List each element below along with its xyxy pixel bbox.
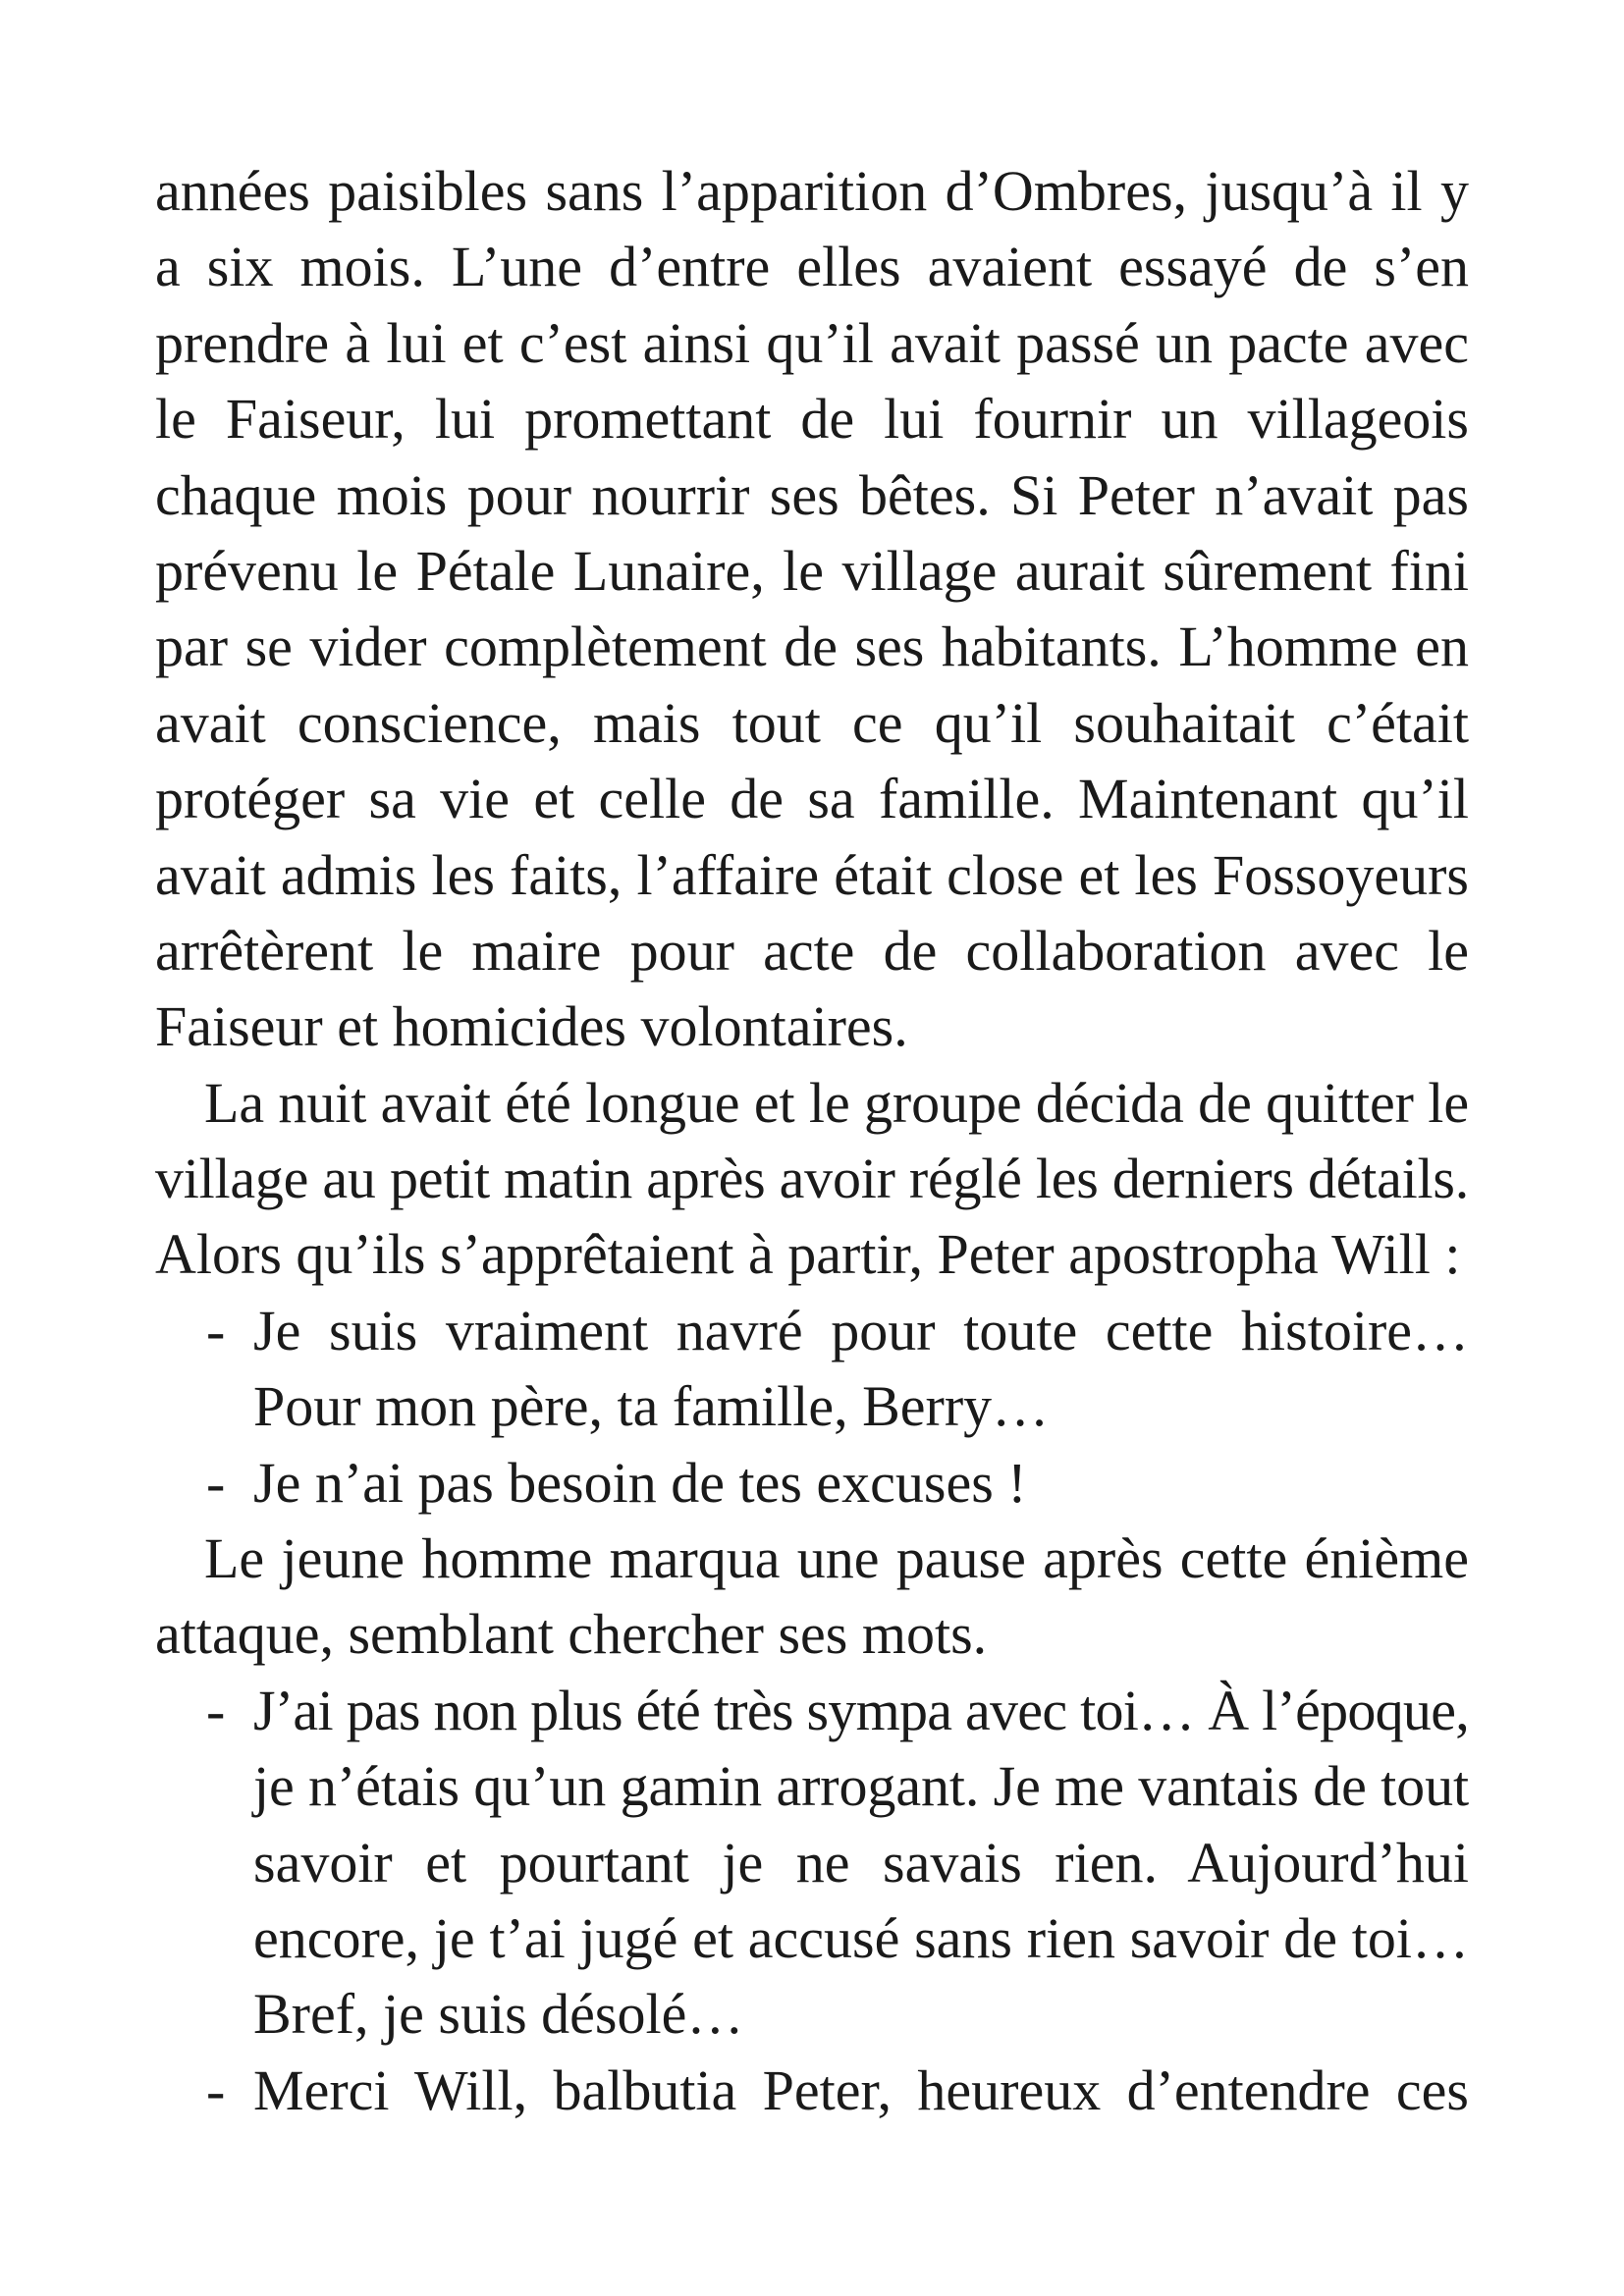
dialogue-dash: - (206, 1298, 226, 1362)
line-text: J’ai pas non plus été très sympa avec toi… À l’époque, (253, 1678, 1469, 1742)
page-text-block (155, 153, 1469, 2128)
text-line (155, 457, 1469, 533)
line-text: années paisibles sans l’apparition d’Ombres, jusqu’à il y (155, 159, 1469, 223)
line-text: Je n’ai pas besoin de tes excuses ! (253, 1450, 1027, 1515)
dialogue-dash: - (206, 2057, 226, 2122)
text-line (155, 609, 1469, 684)
line-text: Faiseur et homicides volontaires. (155, 994, 908, 1059)
dialogue-dash: - (206, 1450, 226, 1515)
line-text: Je suis vraiment navré pour toute cette histoire… (253, 1298, 1469, 1362)
line-text: prendre à lui et c’est ainsi qu’il avait passé un pacte avec (155, 310, 1469, 375)
dialogue-continuation-line (155, 1748, 1469, 1824)
line-text: attaque, semblant chercher ses mots. (155, 1602, 988, 1667)
line-text: chaque mois pour nourrir ses bêtes. Si Peter n’avait pas (155, 462, 1469, 527)
line-text: protéger sa vie et celle de sa famille. Maintenant qu’il (155, 767, 1469, 831)
text-line (155, 229, 1469, 304)
dialogue-line (155, 2053, 1469, 2128)
text-line (155, 913, 1469, 988)
line-text: Bref, je suis désolé… (253, 1982, 744, 2047)
line-text: La nuit avait été longue et le groupe décida de quitter le (204, 1070, 1469, 1135)
dialogue-dash: - (206, 1678, 226, 1742)
line-text: encore, je t’ai jugé et accusé sans rien savoir de toi… (253, 1905, 1469, 1970)
text-line (155, 305, 1469, 381)
dialogue-line (155, 1293, 1469, 1368)
line-text: avait conscience, mais tout ce qu’il souhaitait c’était (155, 690, 1469, 755)
line-text: je n’étais qu’un gamin arrogant. Je me vantais de tout (253, 1754, 1469, 1819)
text-line (155, 533, 1469, 609)
dialogue-line (155, 1673, 1469, 1748)
text-line (155, 1596, 1469, 1672)
text-line (155, 1141, 1469, 1216)
text-line (155, 153, 1469, 229)
text-line (155, 685, 1469, 761)
line-text: Merci Will, balbutia Peter, heureux d’entendre ces (253, 2057, 1469, 2122)
text-line (155, 761, 1469, 836)
line-text: village au petit matin après avoir réglé les derniers détails. (155, 1147, 1469, 1211)
line-text: savoir et pourtant je ne savais rien. Aujourd’hui (253, 1830, 1469, 1895)
line-text: a six mois. L’une d’entre elles avaient essayé de s’en (155, 235, 1469, 299)
line-text: prévenu le Pétale Lunaire, le village aurait sûrement fini (155, 538, 1469, 603)
line-text: Pour mon père, ta famille, Berry… (253, 1374, 1050, 1439)
paragraph-first-line (155, 1065, 1469, 1141)
line-text: le Faiseur, lui promettant de lui fournir un villageois (155, 387, 1469, 452)
text-line (155, 988, 1469, 1064)
dialogue-line (155, 1445, 1469, 1521)
text-line (155, 381, 1469, 456)
text-line (155, 1216, 1469, 1292)
dialogue-continuation-line (155, 1368, 1469, 1444)
dialogue-continuation-line (155, 1825, 1469, 1900)
paragraph-first-line (155, 1521, 1469, 1596)
dialogue-continuation-line (155, 1900, 1469, 1976)
text-line (155, 837, 1469, 913)
line-text: arrêtèrent le maire pour acte de collaboration avec le (155, 918, 1469, 983)
line-text: Alors qu’ils s’apprêtaient à partir, Peter apostropha Will : (155, 1222, 1461, 1287)
line-text: Le jeune homme marqua une pause après cette énième (204, 1526, 1469, 1591)
line-text: avait admis les faits, l’affaire était close et les Fossoyeurs (155, 842, 1469, 907)
line-text: par se vider complètement de ses habitants. L’homme en (155, 614, 1469, 679)
dialogue-continuation-line (155, 1976, 1469, 2052)
